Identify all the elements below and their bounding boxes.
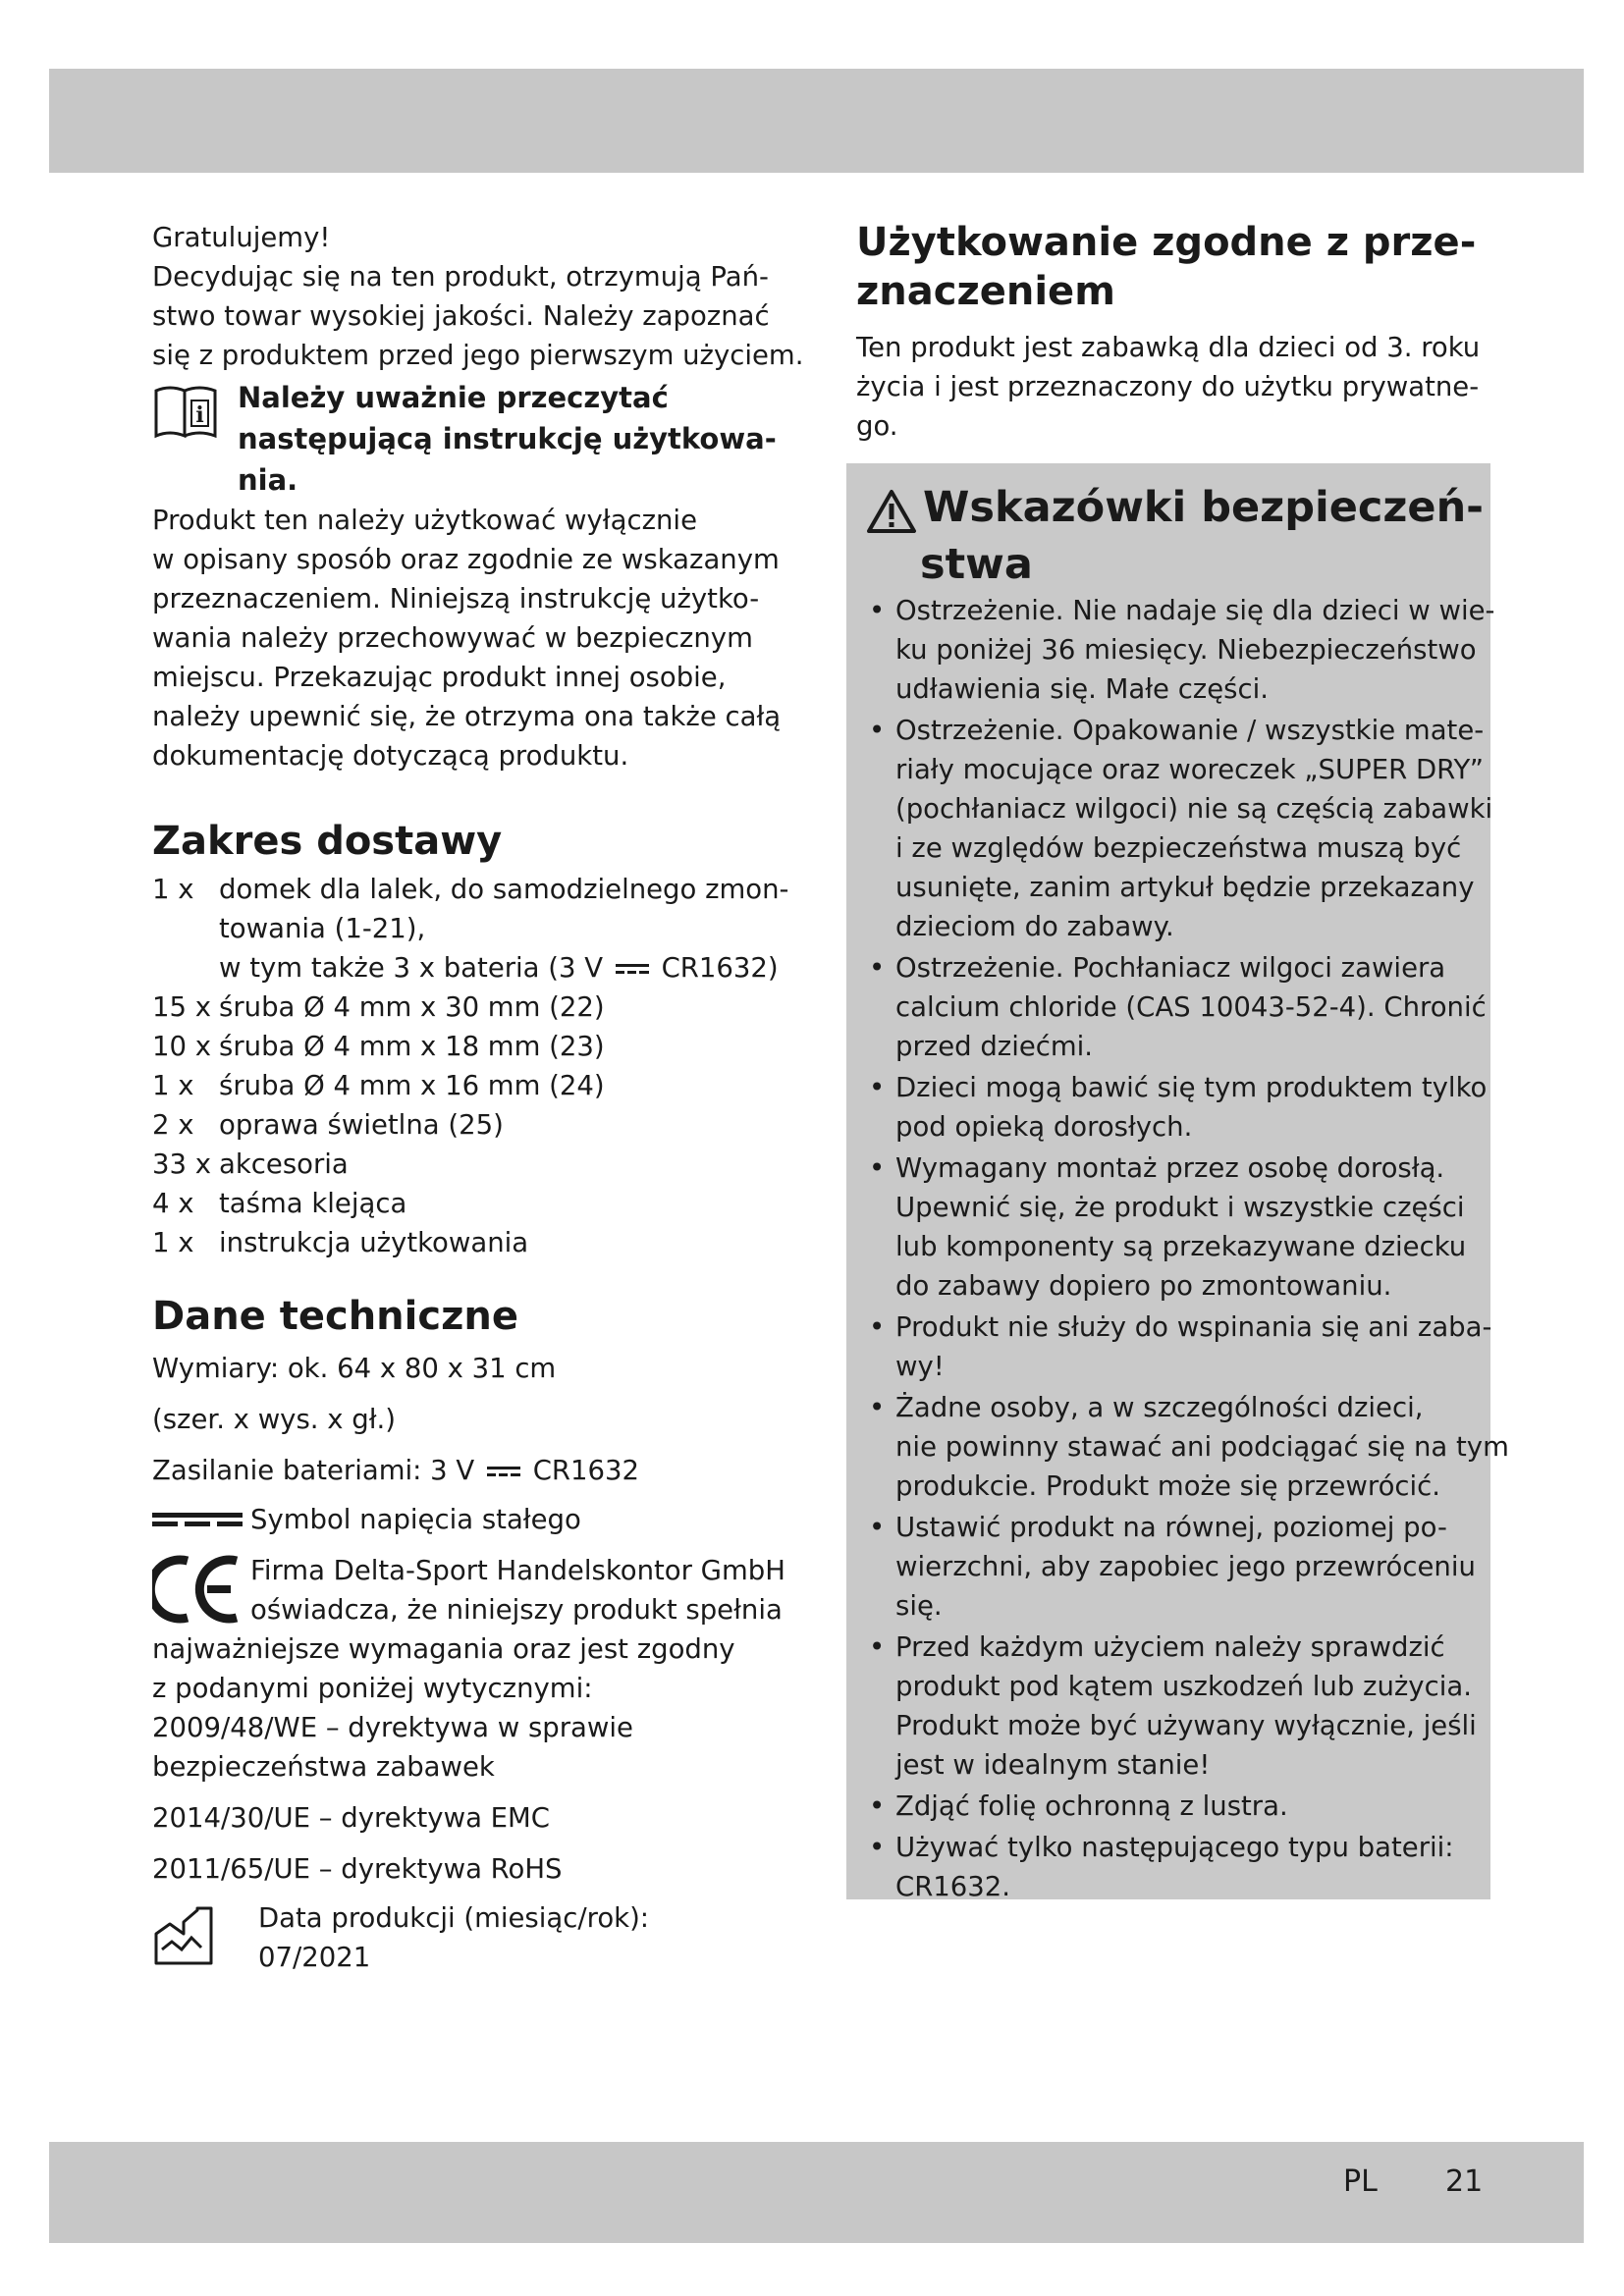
ce-line: najważniejsze wymagania oraz jest zgodny [152,1633,735,1665]
safety-item-line: • Przed każdym użyciem należy sprawdzić [895,1631,1445,1663]
safety-item-line: do zabawy dopiero po zmontowaniu. [895,1270,1392,1302]
delivery-text: śruba Ø 4 mm x 30 mm (22) [219,991,605,1023]
safety-item-line: • Wymagany montaż przez osobę dorosłą. [895,1152,1445,1184]
delivery-item [152,1105,781,1145]
dimensions-note: (szer. x wys. x gł.) [152,1404,397,1435]
safety-list [866,591,1509,1906]
safety-item-line: • Zdjąć folię ochronną z lustra. [895,1790,1288,1822]
delivery-qty: 1 x [152,1070,194,1101]
ce-line: Firma Delta-Sport Handelskontor GmbH [250,1555,785,1586]
usage-line: przeznaczeniem. Niniejszą instrukcję użytko- [152,583,760,614]
safety-item-line: produkt pod kątem uszkodzeń lub zużycia. [895,1671,1472,1702]
safety-item [866,711,1493,946]
ce-line: z podanymi poniżej wytycznymi: [152,1673,593,1704]
greeting: Gratulujemy! [152,222,331,253]
delivery-qty: 1 x [152,1227,194,1258]
delivery-item [152,1223,781,1262]
intended-use-line: Ten produkt jest zabawką dla dzieci od 3. roku [856,332,1481,363]
intro-line: się z produktem przed jego pierwszym użyciem. [152,340,804,371]
production-value: 07/2021 [258,1942,371,1973]
safety-item-line: • Ostrzeżenie. Pochłaniacz wilgoci zawiera [895,952,1446,984]
delivery-text: instrukcja użytkowania [219,1227,529,1258]
safety-heading: Wskazówki bezpieczeń- [923,483,1485,532]
delivery-text: śruba Ø 4 mm x 16 mm (24) [219,1070,605,1101]
delivery-item [152,1145,781,1184]
intro-line: stwo towar wysokiej jakości. Należy zapoznać [152,300,770,332]
usage-line: należy upewnić się, że otrzyma ona także całą [152,701,782,732]
delivery-item [152,1184,781,1223]
delivery-qty: 10 x [152,1031,212,1062]
power-supply: Zasilanie bateriami: 3 V CR1632 [152,1455,639,1486]
header-band [49,69,1584,173]
intended-use-heading: Użytkowanie zgodne z prze- [856,220,1477,265]
delivery-item [152,988,781,1027]
safety-item [866,1388,1509,1506]
safety-item-line: nie powinny stawać ani podciągać się na tym [895,1431,1509,1463]
notice-line: nia. [238,463,298,497]
safety-item-line: dzieciom do zabawy. [895,911,1174,942]
intended-use-line: go. [856,410,898,442]
tech-heading: Dane techniczne [152,1294,518,1339]
safety-item [866,591,1495,709]
safety-item-line: produkcie. Produkt może się przewrócić. [895,1470,1441,1502]
production-label: Data produkcji (miesiąc/rok): [258,1902,650,1934]
usage-line: wania należy przechowywać w bezpiecznym [152,622,753,654]
directive-rohs: 2011/65/UE – dyrektywa RoHS [152,1853,563,1885]
safety-item-line: Upewnić się, że produkt i wszystkie części [895,1192,1465,1223]
svg-text:i: i [195,402,204,428]
intro-line: Decydując się na ten produkt, otrzymują Pań- [152,261,769,293]
safety-item-line: • Żadne osoby, a w szczególności dzieci, [895,1392,1424,1423]
page-number: 21 [1445,2164,1484,2199]
manufacture-date-icon [152,1904,221,1967]
safety-item [866,1787,1483,1826]
delivery-item [152,1027,781,1066]
safety-item-line: riały mocujące oraz woreczek „SUPER DRY” [895,754,1485,785]
delivery-heading: Zakres dostawy [152,819,503,864]
usage-line: Produkt ten należy użytkować wyłącznie [152,505,697,536]
ce-line: oświadcza, że niniejszy produkt spełnia [250,1594,783,1626]
ce-declaration [152,1551,785,1787]
safety-heading-cont: stwa [920,540,1033,589]
safety-item-line: się. [895,1590,943,1622]
warning-triangle-icon [866,489,917,534]
safety-item-line: • Używać tylko następującego typu baterii: [895,1832,1454,1863]
delivery-text: akcesoria [219,1148,349,1180]
safety-item-line: wierzchni, aby zapobiec jego przewróceniu [895,1551,1476,1582]
safety-item-line: pod opieką dorosłych. [895,1111,1193,1143]
notice-line: Należy uważnie przeczytać [238,381,669,414]
left-column [152,218,804,1977]
delivery-item [152,1066,781,1105]
production-date [152,1898,781,1977]
delivery-qty: 2 x [152,1109,194,1141]
safety-item-line: przed dziećmi. [895,1031,1094,1062]
delivery-item-cont: towania (1-21), [219,913,426,944]
read-instructions-notice [152,377,781,501]
safety-item-line: • Ostrzeżenie. Nie nadaje się dla dzieci w wie- [895,595,1495,626]
safety-box [846,463,1509,1902]
intended-use-line: życia i jest przeznaczony do użytku prywatne- [856,371,1480,402]
safety-item-line: • Dzieci mogą bawić się tym produktem tylko [895,1072,1488,1103]
delivery-item: 1 x domek dla lalek, do samodzielnego zmon- [152,874,789,905]
safety-item [866,1068,1488,1147]
delivery-qty: 33 x [152,1148,212,1180]
directive-emc: 2014/30/UE – dyrektywa EMC [152,1802,550,1834]
dc-voltage-icon [152,1512,243,1527]
dc-symbol-row: Symbol napięcia stałego [152,1500,781,1539]
dc-voltage-icon [616,962,649,976]
safety-item [866,948,1487,1066]
safety-item-line: wy! [895,1351,945,1382]
delivery-qty: 15 x [152,991,212,1023]
dimensions: Wymiary: ok. 64 x 80 x 31 cm [152,1353,557,1384]
notice-line: następującą instrukcję użytkowa- [238,422,777,455]
ce-mark-icon [152,1555,243,1624]
usage-line: w opisany sposób oraz zgodnie ze wskazanym [152,544,780,575]
dc-voltage-icon [487,1465,520,1478]
safety-item-line: udławienia się. Małe części. [895,673,1269,705]
delivery-list [152,988,781,1262]
delivery-qty: 4 x [152,1188,194,1219]
info-book-icon [152,383,221,440]
safety-item-line: ku poniżej 36 miesięcy. Niebezpieczeństwo [895,634,1477,666]
safety-item-line: • Ustawić produkt na równej, poziomej po- [895,1512,1447,1543]
safety-item-line: lub komponenty są przekazywane dziecku [895,1231,1467,1262]
safety-item [866,1508,1483,1626]
safety-item-line: calcium chloride (CAS 10043-52-4). Chronić [895,991,1487,1023]
delivery-text: śruba Ø 4 mm x 18 mm (23) [219,1031,605,1062]
delivery-item-battery: w tym także 3 x bateria (3 V CR1632) [219,952,779,984]
delivery-text: taśma klejąca [219,1188,407,1219]
safety-item-line: • Produkt nie służy do wspinania się ani zaba- [895,1311,1492,1343]
safety-item [866,1308,1492,1386]
right-column [856,218,1485,446]
safety-item-line: (pochłaniacz wilgoci) nie są częścią zabawki [895,793,1493,825]
footer-language: PL [1343,2164,1378,2199]
safety-item [866,1628,1483,1785]
safety-item-line: • Ostrzeżenie. Opakowanie / wszystkie mate- [895,715,1485,746]
intended-use-heading-cont: znaczeniem [856,269,1115,314]
ce-line: bezpieczeństwa zabawek [152,1751,495,1783]
safety-item-line: i ze względów bezpieczeństwa muszą być [895,832,1462,864]
safety-item-line: usunięte, zanim artykuł będzie przekazany [895,872,1475,903]
ce-line: 2009/48/WE – dyrektywa w sprawie [152,1712,633,1743]
safety-item [866,1148,1483,1306]
safety-item-line: CR1632. [895,1871,1011,1902]
safety-item [866,1828,1483,1906]
delivery-text: oprawa świetlna (25) [219,1109,504,1141]
safety-item-line: Produkt może być używany wyłącznie, jeśli [895,1710,1477,1741]
usage-line: dokumentację dotyczącą produktu. [152,740,629,772]
usage-line: miejscu. Przekazując produkt innej osobie, [152,662,727,693]
safety-item-line: jest w idealnym stanie! [895,1749,1211,1781]
